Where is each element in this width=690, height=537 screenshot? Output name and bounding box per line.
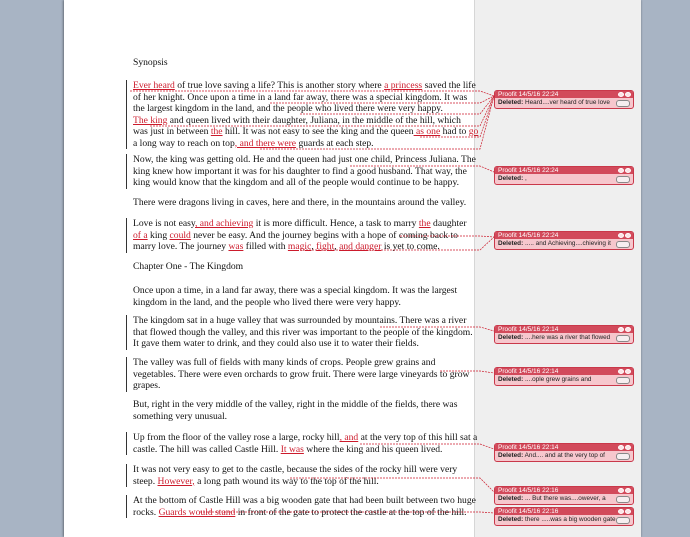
text-run: where the king and his queen lived. (303, 443, 443, 455)
text-run: filled with (243, 241, 288, 252)
accept-change-icon[interactable] (618, 488, 624, 493)
text-line (133, 166, 478, 178)
text-run: that flowed though the valley, and this river was important to the people of the kingdom. (133, 326, 473, 338)
accept-change-icon[interactable] (618, 509, 624, 514)
change-bar (126, 154, 127, 189)
text-line (133, 218, 478, 230)
text-line (133, 285, 478, 297)
inserted-text: go (468, 126, 479, 137)
revision-balloon[interactable] (494, 325, 634, 344)
text-line (133, 327, 478, 339)
paragraph[interactable] (133, 285, 478, 308)
change-bar (126, 464, 127, 487)
balloon-label: Deleted: (498, 175, 524, 182)
text-line (133, 411, 478, 423)
inserted-text: Ever heard (133, 80, 175, 91)
balloon-label: Deleted: (498, 99, 524, 106)
accept-change-icon[interactable] (618, 92, 624, 97)
reject-change-icon[interactable] (625, 488, 631, 493)
text-run: guards at each step. (296, 137, 374, 149)
text-run: At the bottom of Castle Hill was a big wooden gate that had been built between two huge (133, 495, 476, 506)
text-run: Now, the king was getting old. He and the queen had just one child, Princess Juliana. The (133, 154, 476, 165)
expand-balloon-icon[interactable] (616, 377, 630, 384)
text-line (133, 115, 478, 127)
accept-change-icon[interactable] (618, 168, 624, 173)
balloon-author-date: Proofit 14/5/16 22:24 (498, 91, 559, 98)
balloon-label: Deleted: (498, 334, 524, 341)
expand-balloon-icon[interactable] (616, 496, 630, 503)
text-run: a long way to reach on top (133, 137, 235, 149)
text-run: a long path wound its way to the top of the hill. (194, 475, 379, 487)
reject-change-icon[interactable] (625, 327, 631, 332)
text-line (133, 126, 478, 138)
balloon-header (495, 444, 633, 451)
paragraph[interactable] (133, 357, 478, 392)
inserted-text: , and (339, 432, 359, 443)
accept-change-icon[interactable] (618, 369, 624, 374)
reject-change-icon[interactable] (625, 445, 631, 450)
balloon-text: And.... and at the very top of (523, 452, 605, 459)
text-run: The kingdom sat in a huge valley that was surrounded by mountains. There was a river (133, 315, 467, 326)
text-line (133, 315, 478, 327)
text-run: something very unusual. (133, 410, 228, 422)
paragraph[interactable] (133, 495, 478, 518)
text-run: vegetables. There were even orchards to grow fruit. There were large vineyards to grow (133, 368, 470, 380)
inserted-text: a princess (384, 80, 423, 91)
expand-balloon-icon[interactable] (616, 176, 630, 183)
text-line (133, 80, 478, 92)
balloon-label: Deleted: (498, 376, 524, 383)
inserted-text: It was (280, 443, 304, 455)
revision-balloon[interactable] (494, 166, 634, 185)
text-line (133, 476, 478, 488)
revision-balloon[interactable] (494, 367, 634, 386)
text-line (133, 92, 478, 104)
text-run: It gave them water to drink, and they could also use it to water their fields. (133, 338, 419, 349)
inserted-text: The king (133, 114, 168, 126)
balloon-author-date: Proofit 14/5/16 22:24 (498, 167, 559, 174)
paragraph[interactable] (133, 218, 478, 253)
text-line (133, 154, 478, 166)
balloon-body (495, 333, 633, 343)
text-run: the largest kingdom in the land, and the people who lived there were very happy. (133, 103, 443, 114)
balloon-header (495, 368, 633, 375)
balloon-header (495, 232, 633, 239)
text-run: is yet to come. (381, 241, 440, 252)
balloon-body (495, 451, 633, 461)
text-run: saved the life (422, 80, 476, 91)
inserted-text: was (228, 241, 244, 252)
text-line (133, 380, 478, 392)
paragraph[interactable] (133, 154, 478, 189)
balloon-label: Deleted: (498, 452, 524, 459)
expand-balloon-icon[interactable] (616, 100, 630, 107)
text-run: daughter (430, 218, 467, 229)
text-line (133, 495, 478, 507)
change-bar (126, 315, 127, 350)
balloon-buttons (618, 326, 631, 333)
text-run: of her knight. (133, 91, 185, 103)
balloon-text: there .....was a big wooden gate (523, 516, 616, 523)
balloon-buttons (618, 167, 631, 174)
inserted-text: , and achieving (195, 218, 254, 229)
balloon-text: , (523, 175, 527, 182)
balloon-body (495, 98, 633, 108)
paragraph[interactable] (133, 399, 478, 422)
text-run: it is more difficult. Hence, a task to marry (253, 218, 419, 229)
revision-balloon[interactable] (494, 90, 634, 109)
inserted-text: of a (133, 229, 148, 241)
chapter-heading: Chapter One - The Kingdom (133, 261, 244, 272)
text-line (133, 241, 478, 253)
inserted-text: magic (287, 241, 312, 252)
revision-balloon[interactable] (494, 231, 634, 250)
change-bar (126, 432, 127, 455)
text-run: king (147, 229, 170, 241)
text-run: There were dragons living in caves, here and there, in the mountains around the valley. (133, 197, 467, 208)
balloon-label: Deleted: (498, 495, 524, 502)
revision-balloon[interactable] (494, 507, 634, 526)
text-run: hill. It was not easy to see the king and the queen (222, 126, 414, 137)
balloon-body (495, 375, 633, 385)
text-line (133, 357, 478, 369)
balloon-header (495, 326, 633, 333)
text-run: steep. (133, 475, 158, 487)
text-run: was just in between (133, 126, 211, 137)
change-bar (126, 357, 127, 392)
inserted-text: the (210, 126, 223, 137)
paragraph[interactable] (133, 197, 478, 209)
text-run: grapes. (133, 380, 161, 391)
text-run: and queen lived with their daughter, Juliana, in the middle of the hill, which (167, 114, 461, 126)
text-run: Once upon a time, in a land far away, there was a special kingdom. It was the largest (133, 285, 458, 296)
text-line (133, 177, 478, 189)
change-bar (126, 495, 127, 518)
balloon-header (495, 91, 633, 98)
reject-change-icon[interactable] (625, 233, 631, 238)
text-line (133, 230, 478, 242)
balloon-author-date: Proofit 14/5/16 22:14 (498, 326, 559, 333)
revision-balloon[interactable] (494, 486, 634, 505)
text-line (133, 103, 478, 115)
text-run: marry love. The journey (133, 241, 229, 252)
balloon-text: ..... and Achieving....chieving it (523, 240, 611, 247)
text-run: rocks. (133, 506, 159, 518)
text-line (133, 432, 478, 444)
text-run: The valley was full of fields with many kinds of crops. People grew grains and (133, 357, 436, 368)
text-line (133, 464, 478, 476)
inserted-text: the (418, 218, 431, 229)
balloon-author-date: Proofit 14/5/16 22:16 (498, 508, 559, 515)
text-line (133, 297, 478, 309)
change-bar (126, 80, 127, 149)
inserted-text: could (169, 229, 191, 241)
balloon-header (495, 487, 633, 494)
text-line (133, 369, 478, 381)
revision-balloon[interactable] (494, 443, 634, 462)
inserted-text: Guards would stand (158, 506, 236, 518)
text-run: Once upon a time in a land far away, there was a special kingdom. It was (184, 91, 468, 103)
balloon-text: ....here was a river that flowed (523, 334, 611, 341)
balloon-text: ... But there was....owever, a (523, 495, 606, 502)
balloon-label: Deleted: (498, 516, 524, 523)
text-run: It was not very easy to get to the castle, because the sides of the rocky hill were very (133, 464, 458, 475)
inserted-text: as one (413, 126, 441, 137)
expand-balloon-icon[interactable] (616, 453, 630, 460)
balloon-label: Deleted: (498, 240, 524, 247)
reject-change-icon[interactable] (625, 509, 631, 514)
balloon-buttons (618, 508, 631, 515)
balloon-author-date: Proofit 14/5/16 22:24 (498, 232, 559, 239)
text-run: , (334, 241, 340, 252)
inserted-text: and danger (339, 241, 382, 252)
text-run: Up from the floor of the valley rose a large, rocky hill (133, 432, 340, 443)
reject-change-icon[interactable] (625, 168, 631, 173)
text-line (133, 399, 478, 411)
reject-change-icon[interactable] (625, 92, 631, 97)
paragraph[interactable] (133, 315, 478, 350)
text-line (133, 197, 478, 209)
inserted-text: However, (157, 475, 195, 487)
balloon-body (495, 515, 633, 525)
balloon-author-date: Proofit 14/5/16 22:14 (498, 368, 559, 375)
text-run: Love is not easy (133, 218, 195, 229)
balloon-body (495, 174, 633, 184)
balloon-buttons (618, 487, 631, 494)
text-run: of true love saving a life? This is another story where (174, 80, 385, 91)
expand-balloon-icon[interactable] (616, 241, 630, 248)
accept-change-icon[interactable] (618, 327, 624, 332)
balloon-body (495, 494, 633, 504)
balloon-buttons (618, 368, 631, 375)
text-line (133, 138, 478, 150)
balloon-text: ....ople grew grains and (523, 376, 592, 383)
text-run: king knew how important it was for his daughter to find a good husband. That way, the (133, 165, 467, 177)
text-run: king would know that the kingdom and all of the people would continue to be happy. (133, 177, 460, 188)
text-line (133, 444, 478, 456)
balloon-author-date: Proofit 14/5/16 22:14 (498, 444, 559, 451)
text-run: never be easy. And the journey begins with a hope of coming back to (190, 229, 458, 241)
balloon-author-date: Proofit 14/5/16 22:16 (498, 487, 559, 494)
inserted-text: fight (316, 241, 335, 252)
document-title: Synopsis (133, 57, 168, 68)
accept-change-icon[interactable] (618, 233, 624, 238)
text-run: in front of the gate to protect the castle at the top of the hill. (235, 506, 467, 518)
balloon-buttons (618, 232, 631, 239)
text-run: had to (440, 126, 469, 137)
reject-change-icon[interactable] (625, 369, 631, 374)
expand-balloon-icon[interactable] (616, 517, 630, 524)
text-line (133, 507, 478, 519)
balloon-text: Heard....ver heard of true love (523, 99, 610, 106)
expand-balloon-icon[interactable] (616, 335, 630, 342)
text-run: But, right in the very middle of the valley, right in the middle of the fields, there was (133, 399, 458, 410)
accept-change-icon[interactable] (618, 445, 624, 450)
balloon-body (495, 239, 633, 249)
text-run: kingdom in the land, and the people who lived there were very happy. (133, 296, 401, 308)
paragraph[interactable] (133, 464, 478, 487)
balloon-header (495, 508, 633, 515)
text-line (133, 338, 478, 350)
paragraph[interactable] (133, 432, 478, 455)
balloon-header (495, 167, 633, 174)
text-run: , (311, 241, 317, 252)
paragraph[interactable] (133, 80, 478, 149)
balloon-buttons (618, 91, 631, 98)
text-run: castle. The hill was called Castle Hill. (133, 443, 281, 455)
change-bar (126, 218, 127, 253)
balloon-buttons (618, 444, 631, 451)
text-run: at the very top of this hill sat a (358, 432, 478, 443)
inserted-text: , and there were (234, 137, 297, 149)
